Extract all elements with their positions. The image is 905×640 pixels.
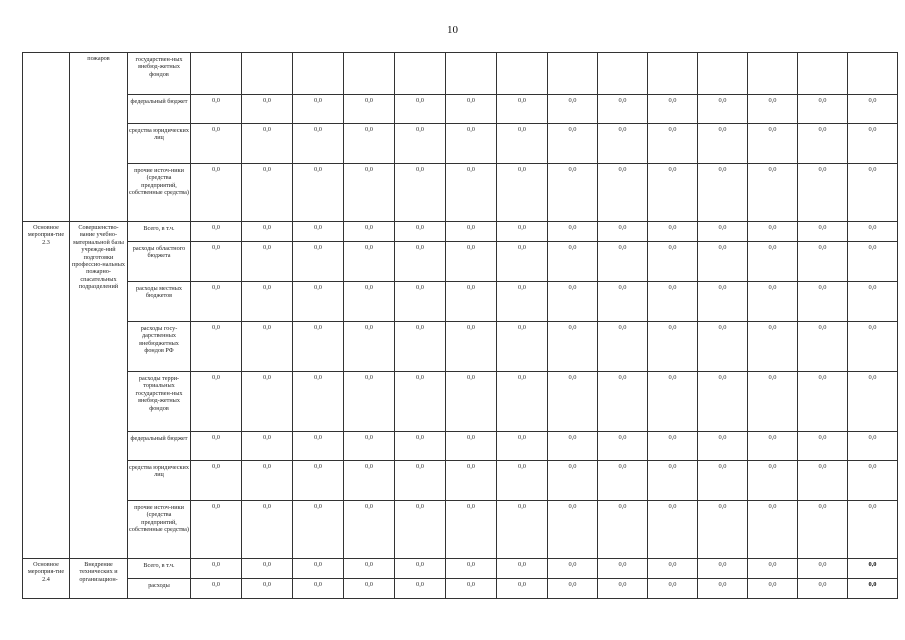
value-cell: 0,0 (191, 242, 242, 282)
value-cell: 0,0 (191, 579, 242, 599)
value-cell: 0,0 (395, 222, 446, 242)
value-cell: 0,0 (395, 124, 446, 164)
value-cell: 0,0 (497, 282, 548, 322)
value-cell: 0,0 (698, 242, 748, 282)
value-cell: 0,0 (497, 372, 548, 432)
table-row (23, 53, 898, 95)
value-cell: 0,0 (293, 164, 344, 222)
value-cell: 0,0 (798, 164, 848, 222)
value-cell: 0,0 (395, 164, 446, 222)
value-cell: 0,0 (548, 164, 598, 222)
value-cell (293, 53, 344, 95)
value-cell: 0,0 (242, 164, 293, 222)
table-row (23, 461, 898, 501)
value-cell: 0,0 (648, 124, 698, 164)
value-cell: 0,0 (798, 579, 848, 599)
value-cell: 0,0 (698, 222, 748, 242)
value-cell: 0,0 (698, 461, 748, 501)
table-row (23, 222, 898, 242)
value-cell: 0,0 (748, 222, 798, 242)
value-cell: 0,0 (548, 242, 598, 282)
value-cell: 0,0 (548, 124, 598, 164)
funding-source-cell: Всего, в т.ч. (128, 222, 191, 242)
value-cell: 0,0 (548, 222, 598, 242)
value-cell: 0,0 (191, 322, 242, 372)
value-cell (395, 53, 446, 95)
value-cell: 0,0 (395, 461, 446, 501)
value-cell: 0,0 (293, 501, 344, 559)
value-cell: 0,0 (446, 579, 497, 599)
funding-source-cell: федеральный бюджет (128, 432, 191, 461)
value-cell: 0,0 (446, 372, 497, 432)
value-cell: 0,0 (344, 432, 395, 461)
value-cell: 0,0 (191, 461, 242, 501)
value-cell: 0,0 (446, 222, 497, 242)
funding-source-cell: расходы госу-дарственных внебюджетных фондов РФ (128, 322, 191, 372)
value-cell: 0,0 (548, 432, 598, 461)
value-cell: 0,0 (395, 242, 446, 282)
value-cell: 0,0 (344, 222, 395, 242)
value-cell: 0,0 (598, 501, 648, 559)
value-cell: 0,0 (848, 222, 898, 242)
value-cell (748, 53, 798, 95)
value-cell: 0,0 (648, 372, 698, 432)
value-cell: 0,0 (446, 322, 497, 372)
value-cell: 0,0 (344, 501, 395, 559)
value-cell: 0,0 (242, 95, 293, 124)
value-cell: 0,0 (497, 164, 548, 222)
value-cell: 0,0 (191, 501, 242, 559)
value-cell: 0,0 (848, 124, 898, 164)
value-cell: 0,0 (648, 282, 698, 322)
value-cell: 0,0 (848, 559, 898, 579)
table-row (23, 579, 898, 599)
value-cell: 0,0 (548, 559, 598, 579)
value-cell: 0,0 (344, 461, 395, 501)
value-cell: 0,0 (242, 322, 293, 372)
value-cell: 0,0 (648, 432, 698, 461)
value-cell: 0,0 (598, 559, 648, 579)
value-cell (548, 53, 598, 95)
value-cell: 0,0 (748, 124, 798, 164)
value-cell: 0,0 (848, 432, 898, 461)
value-cell: 0,0 (848, 322, 898, 372)
value-cell: 0,0 (242, 461, 293, 501)
table-row (23, 95, 898, 124)
value-cell: 0,0 (242, 559, 293, 579)
value-cell: 0,0 (191, 164, 242, 222)
value-cell: 0,0 (648, 461, 698, 501)
value-cell (344, 53, 395, 95)
value-cell: 0,0 (293, 322, 344, 372)
value-cell (497, 53, 548, 95)
table-row (23, 124, 898, 164)
value-cell: 0,0 (242, 579, 293, 599)
value-cell: 0,0 (698, 559, 748, 579)
table-row (23, 322, 898, 372)
value-cell: 0,0 (648, 95, 698, 124)
value-cell: 0,0 (698, 501, 748, 559)
value-cell: 0,0 (344, 124, 395, 164)
value-cell: 0,0 (395, 579, 446, 599)
value-cell: 0,0 (748, 432, 798, 461)
funding-source-cell: расходы областного бюджета (128, 242, 191, 282)
value-cell: 0,0 (598, 95, 648, 124)
value-cell (848, 53, 898, 95)
value-cell: 0,0 (648, 222, 698, 242)
value-cell: 0,0 (191, 372, 242, 432)
value-cell: 0,0 (698, 372, 748, 432)
value-cell: 0,0 (848, 95, 898, 124)
value-cell: 0,0 (848, 579, 898, 599)
measure-title-cell: Внедрение технических и организацион- (70, 559, 128, 599)
value-cell: 0,0 (698, 432, 748, 461)
table-row (23, 432, 898, 461)
value-cell: 0,0 (395, 95, 446, 124)
value-cell: 0,0 (598, 242, 648, 282)
value-cell: 0,0 (648, 322, 698, 372)
value-cell: 0,0 (598, 432, 648, 461)
value-cell: 0,0 (698, 322, 748, 372)
value-cell: 0,0 (395, 501, 446, 559)
value-cell: 0,0 (598, 372, 648, 432)
value-cell: 0,0 (497, 501, 548, 559)
value-cell: 0,0 (446, 432, 497, 461)
value-cell: 0,0 (344, 95, 395, 124)
value-cell: 0,0 (748, 461, 798, 501)
value-cell: 0,0 (798, 559, 848, 579)
value-cell: 0,0 (598, 124, 648, 164)
funding-source-cell: средства юридических лиц (128, 461, 191, 501)
value-cell: 0,0 (497, 579, 548, 599)
value-cell: 0,0 (497, 432, 548, 461)
value-cell: 0,0 (293, 432, 344, 461)
value-cell (598, 53, 648, 95)
value-cell: 0,0 (598, 461, 648, 501)
value-cell: 0,0 (395, 559, 446, 579)
value-cell: 0,0 (344, 579, 395, 599)
value-cell: 0,0 (798, 372, 848, 432)
value-cell: 0,0 (191, 282, 242, 322)
value-cell: 0,0 (497, 222, 548, 242)
value-cell: 0,0 (446, 501, 497, 559)
value-cell: 0,0 (191, 124, 242, 164)
budget-table (22, 52, 898, 599)
value-cell: 0,0 (748, 164, 798, 222)
value-cell: 0,0 (548, 579, 598, 599)
value-cell (191, 53, 242, 95)
value-cell: 0,0 (548, 95, 598, 124)
value-cell (698, 53, 748, 95)
value-cell: 0,0 (798, 242, 848, 282)
table-row (23, 559, 898, 579)
value-cell: 0,0 (698, 164, 748, 222)
value-cell: 0,0 (446, 461, 497, 501)
value-cell: 0,0 (848, 282, 898, 322)
value-cell: 0,0 (191, 95, 242, 124)
value-cell: 0,0 (548, 461, 598, 501)
table-row (23, 372, 898, 432)
value-cell: 0,0 (191, 222, 242, 242)
value-cell: 0,0 (648, 164, 698, 222)
value-cell: 0,0 (497, 461, 548, 501)
value-cell (798, 53, 848, 95)
value-cell: 0,0 (395, 432, 446, 461)
value-cell: 0,0 (293, 559, 344, 579)
value-cell: 0,0 (242, 432, 293, 461)
value-cell: 0,0 (395, 372, 446, 432)
value-cell: 0,0 (344, 322, 395, 372)
value-cell: 0,0 (242, 372, 293, 432)
value-cell: 0,0 (446, 95, 497, 124)
funding-source-cell: прочие источ-ники (средства предприятий, собственные средства) (128, 164, 191, 222)
table-row (23, 282, 898, 322)
funding-source-cell: средства юридических лиц (128, 124, 191, 164)
value-cell: 0,0 (648, 242, 698, 282)
value-cell: 0,0 (798, 124, 848, 164)
value-cell: 0,0 (293, 124, 344, 164)
value-cell: 0,0 (598, 282, 648, 322)
value-cell: 0,0 (648, 579, 698, 599)
value-cell: 0,0 (395, 282, 446, 322)
value-cell: 0,0 (395, 322, 446, 372)
value-cell: 0,0 (798, 322, 848, 372)
value-cell: 0,0 (848, 501, 898, 559)
measure-cell: Основное мероприя-тие 2.4 (23, 559, 70, 599)
value-cell: 0,0 (698, 124, 748, 164)
measure-title-cell: Совершенство-вание учебно-материальной базы учрежде-ний подготовки профессио-нальных пожарно-спасательных подразделений (70, 222, 128, 559)
value-cell: 0,0 (191, 432, 242, 461)
value-cell: 0,0 (698, 95, 748, 124)
value-cell: 0,0 (798, 95, 848, 124)
table-row (23, 242, 898, 282)
value-cell: 0,0 (293, 282, 344, 322)
value-cell: 0,0 (497, 242, 548, 282)
value-cell: 0,0 (598, 579, 648, 599)
value-cell: 0,0 (798, 222, 848, 242)
value-cell: 0,0 (293, 372, 344, 432)
value-cell: 0,0 (698, 579, 748, 599)
value-cell: 0,0 (548, 282, 598, 322)
table-row (23, 164, 898, 222)
value-cell: 0,0 (446, 282, 497, 322)
measure-cell (23, 53, 70, 222)
funding-source-cell: прочие источ-ники (средства предприятий, собственные средства) (128, 501, 191, 559)
value-cell: 0,0 (497, 559, 548, 579)
value-cell: 0,0 (698, 282, 748, 322)
value-cell: 0,0 (344, 282, 395, 322)
value-cell: 0,0 (548, 501, 598, 559)
value-cell: 0,0 (497, 322, 548, 372)
table-row (23, 501, 898, 559)
value-cell: 0,0 (848, 372, 898, 432)
value-cell: 0,0 (293, 242, 344, 282)
funding-source-cell: расходы местных бюджетов (128, 282, 191, 322)
value-cell: 0,0 (242, 222, 293, 242)
value-cell: 0,0 (548, 372, 598, 432)
value-cell: 0,0 (748, 579, 798, 599)
value-cell: 0,0 (598, 164, 648, 222)
funding-source-cell: государствен-ных внебюд-жетных фондов (128, 53, 191, 95)
value-cell: 0,0 (848, 461, 898, 501)
value-cell: 0,0 (798, 282, 848, 322)
value-cell (648, 53, 698, 95)
page-number: 10 (447, 24, 458, 36)
value-cell: 0,0 (497, 124, 548, 164)
value-cell: 0,0 (191, 559, 242, 579)
value-cell: 0,0 (748, 322, 798, 372)
funding-source-cell: расходы терри-ториальных государствен-ных внебюд-жетных фондов (128, 372, 191, 432)
value-cell: 0,0 (344, 372, 395, 432)
value-cell: 0,0 (293, 461, 344, 501)
value-cell: 0,0 (798, 432, 848, 461)
value-cell: 0,0 (242, 124, 293, 164)
value-cell: 0,0 (748, 501, 798, 559)
value-cell: 0,0 (446, 559, 497, 579)
value-cell: 0,0 (848, 164, 898, 222)
value-cell: 0,0 (446, 242, 497, 282)
measure-cell: Основное мероприя-тие 2.3 (23, 222, 70, 559)
value-cell (242, 53, 293, 95)
value-cell: 0,0 (848, 242, 898, 282)
value-cell: 0,0 (798, 501, 848, 559)
funding-source-cell: федеральный бюджет (128, 95, 191, 124)
measure-title-cell: пожаров (70, 53, 128, 222)
funding-source-cell: Всего, в т.ч. (128, 559, 191, 579)
value-cell: 0,0 (446, 164, 497, 222)
value-cell: 0,0 (293, 579, 344, 599)
value-cell: 0,0 (748, 282, 798, 322)
value-cell: 0,0 (242, 501, 293, 559)
value-cell: 0,0 (748, 95, 798, 124)
value-cell: 0,0 (648, 501, 698, 559)
value-cell: 0,0 (344, 242, 395, 282)
value-cell: 0,0 (748, 242, 798, 282)
value-cell: 0,0 (648, 559, 698, 579)
value-cell: 0,0 (548, 322, 598, 372)
value-cell: 0,0 (798, 461, 848, 501)
value-cell: 0,0 (344, 559, 395, 579)
value-cell: 0,0 (293, 222, 344, 242)
value-cell: 0,0 (242, 242, 293, 282)
value-cell (446, 53, 497, 95)
value-cell: 0,0 (344, 164, 395, 222)
value-cell: 0,0 (446, 124, 497, 164)
value-cell: 0,0 (748, 372, 798, 432)
value-cell: 0,0 (242, 282, 293, 322)
value-cell: 0,0 (598, 322, 648, 372)
value-cell: 0,0 (293, 95, 344, 124)
value-cell: 0,0 (598, 222, 648, 242)
value-cell: 0,0 (497, 95, 548, 124)
value-cell: 0,0 (748, 559, 798, 579)
funding-source-cell: расходы (128, 579, 191, 599)
